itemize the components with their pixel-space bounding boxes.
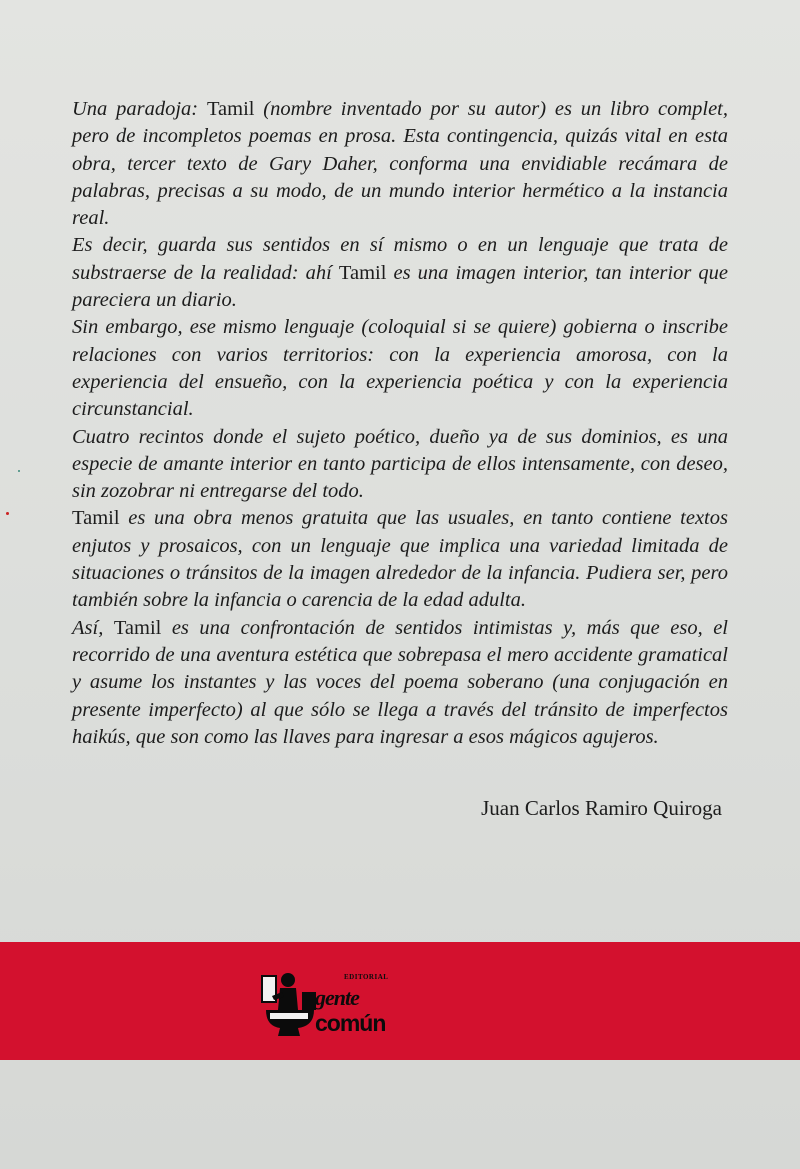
blurb-paragraph-1: Una paradoja: Tamil (nombre inventado por su autor) es un libro complet, pero de incompletos poemas en prosa. Esta contingencia, quizás vital en esta obra, tercer texto de Gary Daher, conforma una envidiable recámara de palabras, precisas a su modo, de un mundo interior hermético a la instancia real.: [72, 98, 728, 230]
blurb-paragraph-6: Así, Tamil es una confrontación de sentidos intimistas y, más que eso, el recorrido de una aventura estética que sobrepasa el mero accidente gramatical y asume los instantes y las voces del poema soberano (una conjugación en presente imperfecto) al que sólo se llega a través del tránsito de imperfectos haikús, que son como las llaves para ingresar a esos mágicos agujeros.: [72, 616, 728, 748]
publisher-name-gente: gente: [315, 985, 359, 1010]
publisher-band: [0, 942, 800, 1060]
print-speck: [18, 470, 20, 472]
publisher-label-small: EDITORIAL: [344, 973, 389, 981]
reading-figure-on-toilet-icon: [258, 970, 322, 1042]
author-signature: Juan Carlos Ramiro Quiroga: [481, 796, 722, 820]
book-title: Tamil: [113, 616, 162, 639]
book-title: Tamil: [72, 507, 120, 530]
blurb-paragraph-5: Tamil es una obra menos gratuita que las usuales, en tanto contiene textos enjutos y prosaicos, con un lenguaje que implica una variedad limitada de situaciones o tránsitos de la imagen alrededor de la infancia. Pudiera ser, pero también sobre la infancia o carencia de la edad adulta.: [72, 507, 728, 612]
publisher-name-comun: común: [315, 1010, 386, 1036]
blurb-paragraph-3: Sin embargo, ese mismo lenguaje (coloquial si se quiere) gobierna o inscribe relaciones con varios territorios: con la experiencia amorosa, con la experiencia del ensueño, con la experiencia poética y con la experiencia circunstancial.: [72, 316, 728, 421]
book-title: Tamil: [206, 98, 255, 120]
book-title: Tamil: [338, 261, 387, 284]
blurb-paragraph-4: Cuatro recintos donde el sujeto poético, dueño ya de sus dominios, es una especie de amante interior en tanto participa de ellos intensamente, con deseo, sin zozobrar ni entregarse del todo.: [72, 425, 728, 503]
print-speck: [6, 512, 9, 515]
blurb-text: [72, 96, 728, 751]
blurb-paragraph-2: Es decir, guarda sus sentidos en sí mismo o en un lenguaje que trata de substraerse de la realidad: ahí Tamil es una imagen interior, tan interior que pareciera un diario.: [72, 234, 728, 312]
